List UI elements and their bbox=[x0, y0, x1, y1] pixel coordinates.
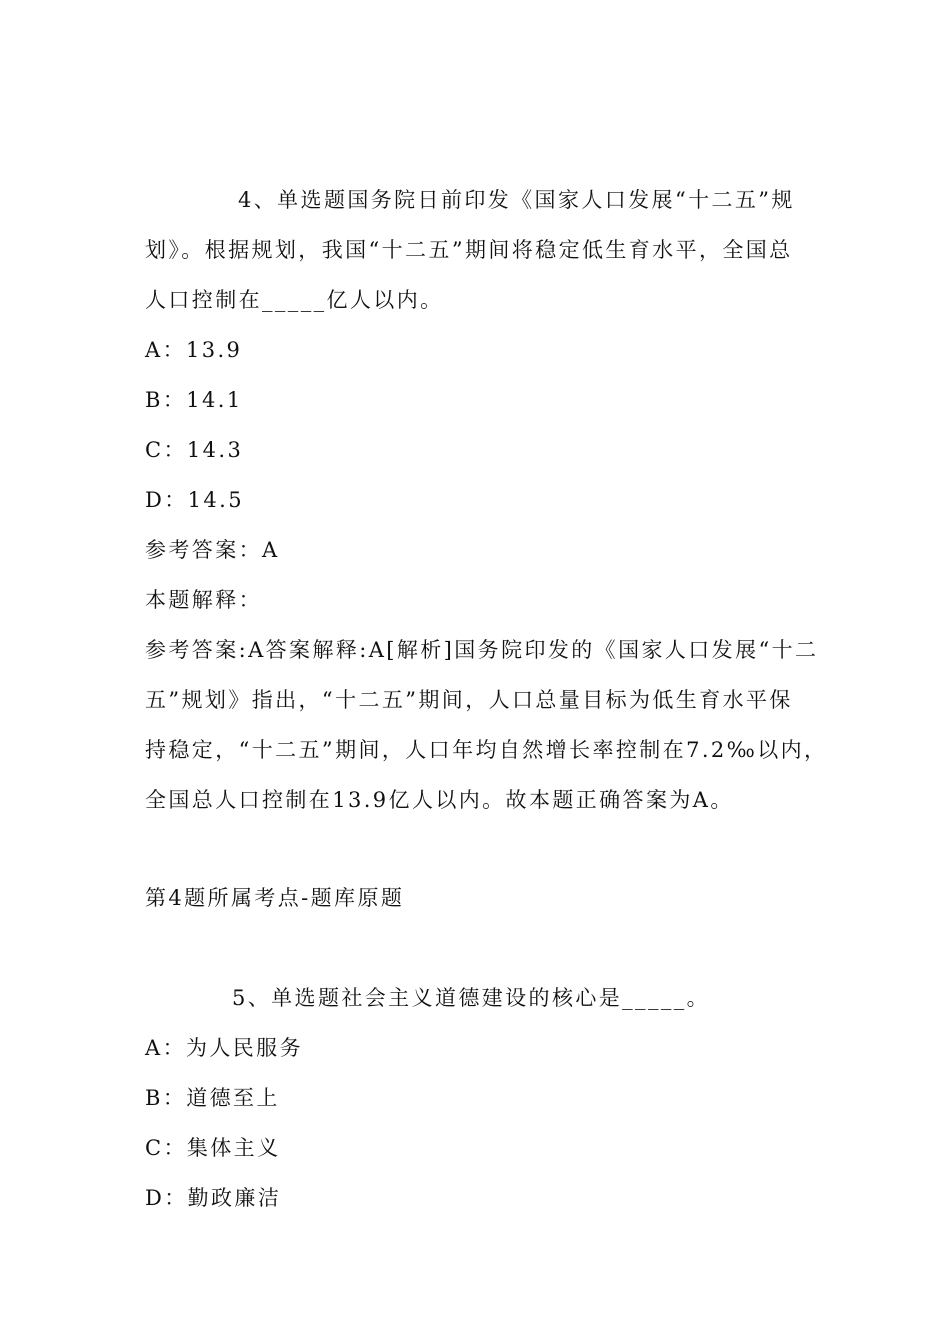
q4-option-c: C：14.3 bbox=[145, 438, 244, 462]
q5-option-d: D：勤政廉洁 bbox=[145, 1186, 282, 1210]
q4-stem-line-1: 4、单选题国务院日前印发《国家人口发展“十二五”规 bbox=[238, 188, 795, 212]
q5-stem: 5、单选题社会主义道德建设的核心是_____。 bbox=[232, 986, 711, 1010]
q5-option-c: C：集体主义 bbox=[145, 1136, 281, 1160]
q4-explain-title: 本题解释： bbox=[145, 588, 262, 612]
q4-option-a: A：13.9 bbox=[145, 338, 243, 362]
q4-stem-line-2: 划》。根据规划，我国“十二五”期间将稳定低生育水平，全国总 bbox=[145, 238, 793, 262]
q4-explain-line-3: 持稳定，“十二五”期间，人口年均自然增长率控制在7.2‰以内， bbox=[145, 738, 828, 762]
q4-stem-line-3: 人口控制在_____亿人以内。 bbox=[145, 288, 444, 312]
q4-explain-line-4: 全国总人口控制在13.9亿人以内。故本题正确答案为A。 bbox=[145, 788, 734, 812]
q4-explain-line-1: 参考答案:A答案解释:A[解析]国务院印发的《国家人口发展“十二 bbox=[145, 638, 819, 662]
q5-option-b: B：道德至上 bbox=[145, 1086, 280, 1110]
q4-topic: 第4题所属考点-题库原题 bbox=[145, 886, 405, 910]
q4-option-b: B：14.1 bbox=[145, 388, 243, 412]
q4-option-d: D：14.5 bbox=[145, 488, 244, 512]
q4-explain-line-2: 五”规划》指出，“十二五”期间，人口总量目标为低生育水平保 bbox=[145, 688, 793, 712]
q5-option-a: A：为人民服务 bbox=[145, 1036, 303, 1060]
q4-answer: 参考答案：A bbox=[145, 538, 280, 562]
